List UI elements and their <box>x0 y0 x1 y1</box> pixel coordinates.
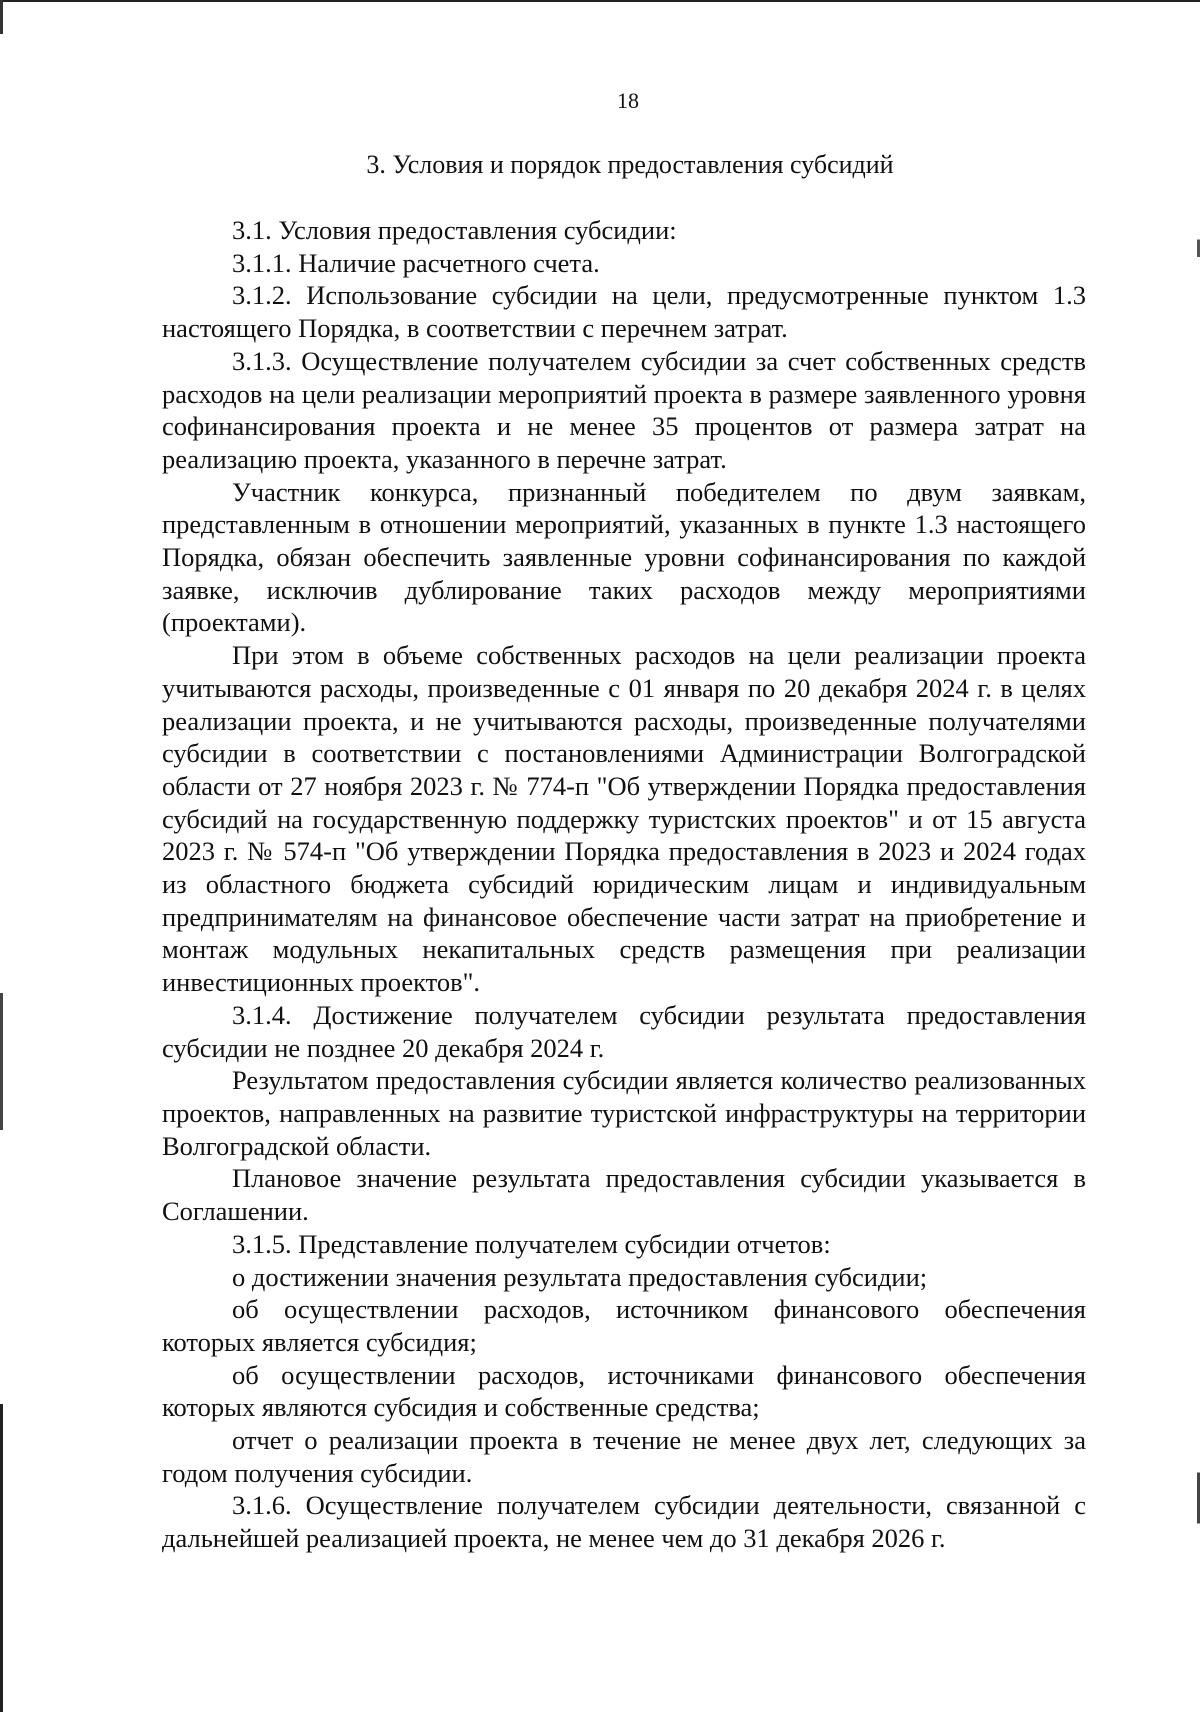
paragraph-own-expenses: При этом в объеме собственных расходов на цели реализации проекта учитываются расходы, произведенные с 01 января по 20 декабря 2024 г. в целях реализации проекта, и не учитываются расходы, произведенные получателями субсидии в соответствии с постановлениями Администрации Волгоградской области от 27 ноября 2023 г. № 774-п "Об утверждении Порядка предоставления субсидий на государственную поддержку туристских проектов" и от 15 августа 2023 г. № 574-п "Об утверждении Порядка предоставления в 2023 и 2024 годах из областного бюджета субсидий юридическим лицам и индивидуальным предпринимателям на финансовое обеспечение части затрат на приобретение и монтаж модульных некапитальных средств размещения при реализации инвестиционных проектов". <box>162 640 1086 998</box>
scan-left-edge <box>0 0 3 1712</box>
scan-top-edge <box>0 0 1200 2</box>
page-number: 18 <box>617 88 639 113</box>
paragraph-competition-participant: Участник конкурса, признанный победителем по двум заявкам, представленным в отношении мероприятий, указанных в пункте 1.3 настоящего Порядка, обязан обеспечить заявленные уровни софинансирования по каждой заявке, исключив дублирование таких расходов между мероприятиями (проектами). <box>162 476 1086 638</box>
paragraph-3-1-4: 3.1.4. Достижение получателем субсидии результата предоставления субсидии не позднее 20 декабря 2024 г. <box>162 999 1086 1063</box>
paragraph-report-project: отчет о реализации проекта в течение не менее двух лет, следующих за годом получения субсидии. <box>162 1425 1086 1488</box>
paragraph-report-result: о достижении значения результата предоставления субсидии; <box>232 1261 928 1292</box>
paragraph-3-1: 3.1. Условия предоставления субсидии: <box>232 215 677 245</box>
paragraph-3-1-2: 3.1.2. Использование субсидии на цели, предусмотренные пунктом 1.3 настоящего Порядка, в соответствии с перечнем затрат. <box>162 280 1086 344</box>
paragraph-3-1-6: 3.1.6. Осуществление получателем субсидии деятельности, связанной с дальнейшей реализацией проекта, не менее чем до 31 декабря 2026 г. <box>162 1490 1086 1554</box>
paragraph-3-1-1: 3.1.1. Наличие расчетного счета. <box>232 247 600 278</box>
paragraph-planned-value: Плановое значение результата предоставления субсидии указывается в Соглашении. <box>162 1163 1086 1227</box>
paragraph-3-1-5: 3.1.5. Представление получателем субсидии отчетов: <box>232 1228 831 1259</box>
paragraph-3-1-3: 3.1.3. Осуществление получателем субсидии за счет собственных средств расходов на цели реализации мероприятий проекта в размере заявленного уровня софинансирования проекта и не менее 35 процентов от размера затрат на реализацию проекта, указанного в перечне затрат. <box>162 345 1086 474</box>
paragraph-result-definition: Результатом предоставления субсидии является количество реализованных проектов, направленных на развитие туристской инфраструктуры на территории Волгоградской области. <box>162 1065 1086 1161</box>
document-body <box>162 214 1086 1555</box>
section-heading: 3. Условия и порядок предоставления субсидий <box>366 150 894 179</box>
paragraph-report-combined-expenses: об осуществлении расходов, источниками финансового обеспечения которых являются субсидия и собственные средства; <box>162 1359 1086 1423</box>
paragraph-report-subsidy-expenses: об осуществлении расходов, источником финансового обеспечения которых является субсидия; <box>162 1294 1086 1357</box>
